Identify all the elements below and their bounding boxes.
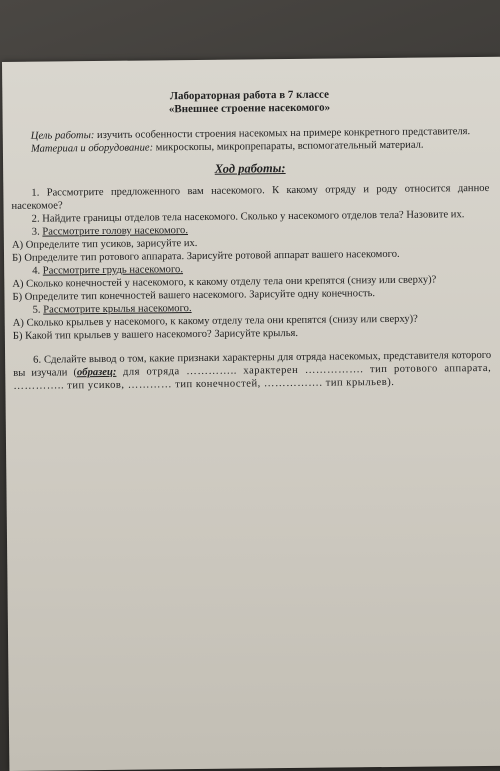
item-5-b: Б) Какой тип крыльев у вашего насекомого? Зарисуйте крылья. (12, 327, 299, 342)
item-6-sample-label: образец: (76, 366, 117, 379)
item-3-heading: Рассмотрите голову насекомого. (42, 225, 189, 238)
item-3-b: Б) Определите тип ротового аппарата. Зарисуйте ротовой аппарат вашего насекомого. (11, 248, 400, 264)
item-2: 2. Найдите границы отделов тела насекомого. Сколько у насекомого отделов тела? Назовите их. (31, 209, 465, 225)
goal-label: Цель работы: (30, 130, 95, 142)
title-line-2: «Внешнее строение насекомого» (168, 101, 331, 116)
item-5-heading: Рассмотрите крылья насекомого. (43, 303, 192, 316)
title-line-1: Лабораторная работа в 7 классе (169, 88, 330, 103)
materials-text: микроскопы, микропрепараты, вспомогательный материал. (153, 139, 424, 154)
item-5-a: А) Сколько крыльев у насекомого, к какому отделу тела они крепятся (снизу или сверху)? (12, 313, 418, 329)
item-4-b: Б) Определите тип конечностей вашего насекомого. Зарисуйте одну конечность. (12, 288, 376, 303)
item-3-number: 3. (31, 226, 43, 238)
item-1: 1. Рассмотрите предложенного вам насекомого. К какому отряду и роду относится данное насекомое? (11, 182, 490, 212)
progress-heading: Ход работы: (214, 161, 286, 176)
worksheet-content (10, 87, 491, 393)
goal-text: изучить особенности строения насекомых на примере конкретного представителя. (94, 126, 471, 142)
item-6-rest: для отряда ………….. характерен ……………. тип ротового аппарата, ………….. тип усиков, ………… тип конечностей, ……………. тип крыльев). (13, 362, 492, 392)
item-4-number: 4. (32, 265, 43, 277)
materials-label: Материал и оборудование: (30, 142, 154, 155)
item-5-number: 5. (32, 304, 44, 316)
item-4-heading: Рассмотрите грудь насекомого. (42, 264, 184, 277)
item-6 (13, 349, 491, 393)
worksheet-paper (2, 57, 500, 771)
item-3-a: А) Определите тип усиков, зарисуйте их. (11, 237, 198, 251)
item-4-a: А) Сколько конечностей у насекомого, к какому отделу тела они крепятся (снизу или сверху)? (12, 274, 437, 290)
item-6-start: 6. Сделайте вывод о том, какие признаки характерны для отряда насекомых, представителя которого вы изучали ( (13, 349, 492, 379)
